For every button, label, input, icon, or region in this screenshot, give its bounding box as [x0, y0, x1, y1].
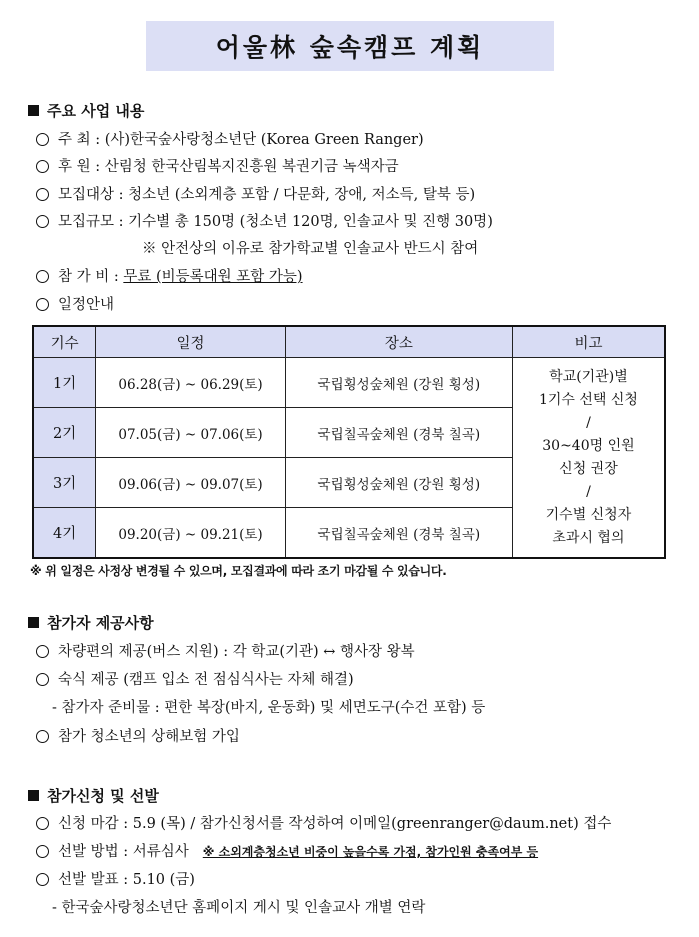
- place-cell: 국립칠곡숲체원 (경북 칠곡): [285, 408, 512, 458]
- date-cell: 09.20(금) ~ 09.21(토): [96, 508, 285, 559]
- date-cell: 07.05(금) ~ 07.06(토): [96, 408, 285, 458]
- header-remark: 비고: [512, 326, 665, 358]
- term-cell: 4기: [33, 508, 96, 559]
- circle-bullet-icon: [36, 673, 49, 686]
- circle-bullet-icon: [36, 730, 49, 743]
- announce-line: 선발 발표 : 5.10 (금): [36, 868, 195, 889]
- square-bullet-icon: [28, 617, 39, 628]
- section-heading-provided: 참가자 제공사항: [28, 612, 154, 633]
- circle-bullet-icon: [36, 270, 49, 283]
- term-cell: 3기: [33, 458, 96, 508]
- square-bullet-icon: [28, 105, 39, 116]
- circle-bullet-icon: [36, 133, 49, 146]
- circle-bullet-icon: [36, 215, 49, 228]
- circle-bullet-icon: [36, 188, 49, 201]
- remark-cell: 학교(기관)별 1기수 선택 신청 / 30~40명 인원 신청 권장 / 기수별 신청자 초과시 협의: [512, 358, 665, 559]
- header-place: 장소: [285, 326, 512, 358]
- circle-bullet-icon: [36, 817, 49, 830]
- place-cell: 국립횡성숲체원 (강원 횡성): [285, 458, 512, 508]
- table-row: [33, 358, 665, 408]
- circle-bullet-icon: [36, 845, 49, 858]
- fee-value: 무료 (비등록대원 포함 가능): [123, 269, 303, 285]
- schedule-table: [32, 325, 666, 559]
- schedule-label-line: 일정안내: [36, 293, 114, 314]
- circle-bullet-icon: [36, 645, 49, 658]
- target-line: 모집대상 : 청소년 (소외계층 포함 / 다문화, 장애, 저소득, 탈북 등): [36, 183, 475, 204]
- square-bullet-icon: [28, 790, 39, 801]
- sponsor-line: 후 원 : 산림청 한국산림복지진흥원 복권기금 녹색자금: [36, 155, 399, 176]
- circle-bullet-icon: [36, 298, 49, 311]
- insurance-line: 참가 청소년의 상해보험 가입: [36, 725, 240, 746]
- table-header-row: [33, 326, 665, 358]
- title-box: [146, 21, 554, 71]
- method-line: 선발 방법 : 서류심사 ※ 소외계층청소년 비중이 높을수록 가점, 참가인원 충족여부 등: [36, 840, 538, 861]
- date-cell: 06.28(금) ~ 06.29(토): [96, 358, 285, 408]
- table-note: ※ 위 일정은 사정상 변경될 수 있으며, 모집결과에 따라 조기 마감될 수 있습니다.: [30, 564, 447, 578]
- method-note: ※ 소외계층청소년 비중이 높을수록 가점, 참가인원 충족여부 등: [202, 845, 539, 859]
- fee-line: 참 가 비 : 무료 (비등록대원 포함 가능): [36, 265, 303, 286]
- announce-sub-line: - 한국숲사랑청소년단 홈페이지 게시 및 인솔교사 개별 연락: [52, 900, 426, 916]
- page-title: 어울林 숲속캠프 계획: [215, 33, 485, 62]
- section-heading-apply: 참가신청 및 선발: [28, 785, 159, 806]
- prep-line: - 참가자 준비물 : 편한 복장(바지, 운동화) 및 세면도구(수건 포함) 등: [52, 700, 486, 716]
- scale-note: ※ 안전상의 이유로 참가학교별 인솔교사 반드시 참여: [142, 241, 479, 257]
- header-term: 기수: [33, 326, 96, 358]
- host-line: 주 최 : (사)한국숲사랑청소년단 (Korea Green Ranger): [36, 128, 424, 149]
- vehicle-line: 차량편의 제공(버스 지원) : 각 학교(기관) ↔ 행사장 왕복: [36, 640, 415, 661]
- place-cell: 국립칠곡숲체원 (경북 칠곡): [285, 508, 512, 559]
- scale-line: 모집규모 : 기수별 총 150명 (청소년 120명, 인솔교사 및 진행 30명): [36, 210, 493, 231]
- lodging-line: 숙식 제공 (캠프 입소 전 점심식사는 자체 해결): [36, 668, 354, 689]
- circle-bullet-icon: [36, 160, 49, 173]
- deadline-line: 신청 마감 : 5.9 (목) / 참가신청서를 작성하여 이메일(greenranger@daum.net) 접수: [36, 812, 611, 833]
- header-date: 일정: [96, 326, 285, 358]
- term-cell: 1기: [33, 358, 96, 408]
- date-cell: 09.06(금) ~ 09.07(토): [96, 458, 285, 508]
- circle-bullet-icon: [36, 873, 49, 886]
- place-cell: 국립횡성숲체원 (강원 횡성): [285, 358, 512, 408]
- term-cell: 2기: [33, 408, 96, 458]
- section-heading-main: 주요 사업 내용: [28, 100, 144, 121]
